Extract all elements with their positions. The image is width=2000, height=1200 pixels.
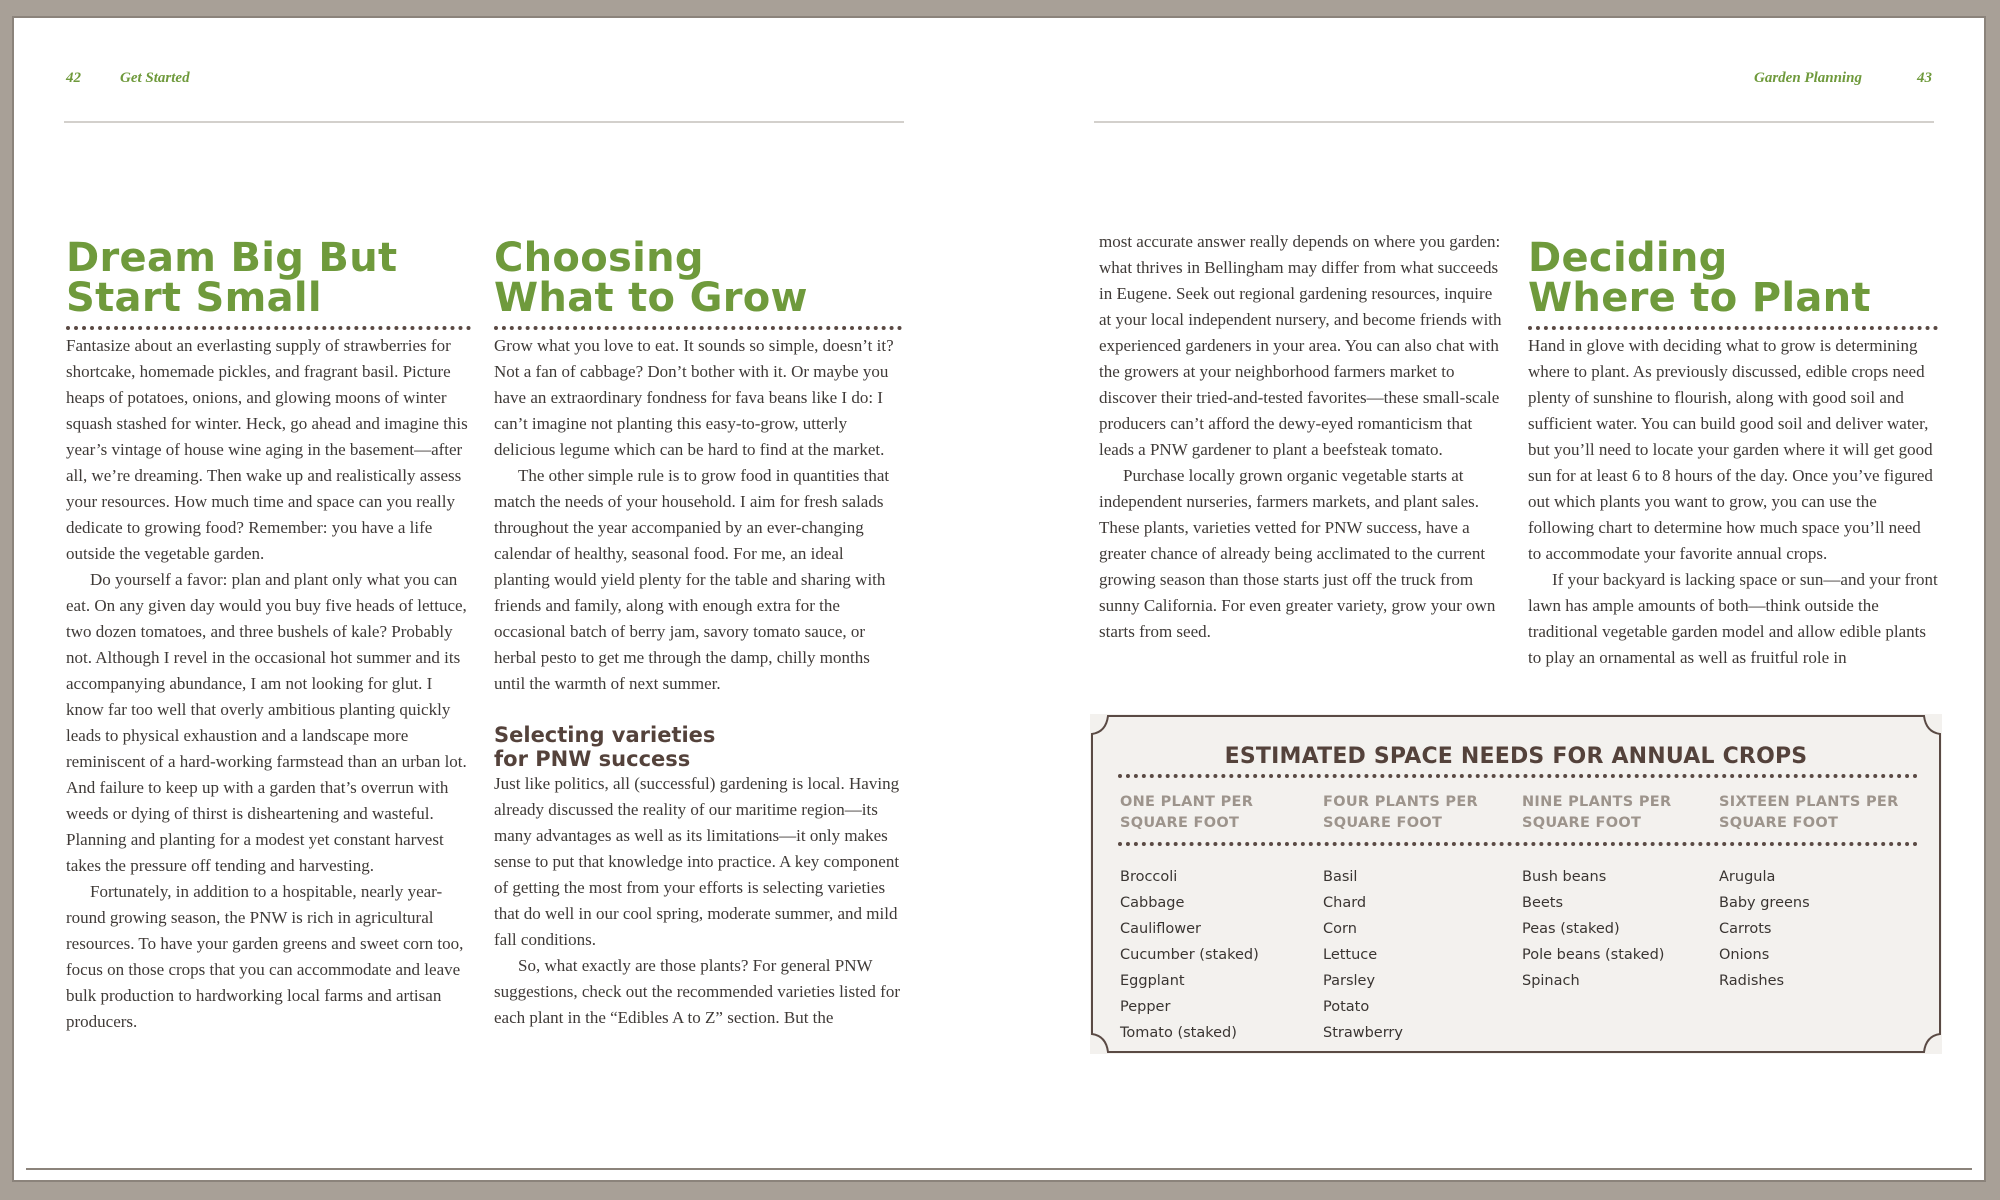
subheading-line: Selecting varieties [494,723,716,747]
crop-item: Cucumber (staked) [1120,947,1259,963]
column-header [1323,792,1513,844]
paragraph: The other simple rule is to grow food in quantities that match the needs of your household. I aim for fresh salads throughout the year accompanied by an ever-changing calendar of healthy, seasonal food. For me, an ideal planting would yield plenty for the table and sharing with friends and family, along with enough extra for the occasional batch of berry jam, savory tomato sauce, or herbal pesto to get me through the damp, chilly months until the warmth of next summer. [494,466,890,693]
dotted-divider [66,326,471,330]
column-header [1120,792,1310,844]
header-line: SQUARE FOOT [1120,815,1240,831]
heading-line: Choosing [494,235,704,281]
paragraph: Hand in glove with deciding what to grow is determining where to plant. As previously discussed, edible crops need plenty of sunshine to flourish, along with good soil and sufficient water. You can build good soil and deliver water, but you’ll need to locate your garden where it will get good sun for at least 6 to 8 hours of the day. Once you’ve figured out which plants you want to grow, you can use the following chart to determine how much space you’ll need to accommodate your favorite annual crops. [1528,336,1933,563]
crop-item: Peas (staked) [1522,921,1620,937]
crop-item: Broccoli [1120,869,1178,885]
crop-item: Cabbage [1120,895,1185,911]
crop-item: Carrots [1719,921,1772,937]
body-text [66,333,471,1035]
crop-item: Cauliflower [1120,921,1202,937]
right-running-head: Garden Planning [1754,70,1862,86]
dotted-divider [494,326,902,330]
subheading-line: for PNW success [494,747,691,771]
crop-list [1323,864,1513,1046]
table-column [1719,792,1929,994]
section-heading [1528,235,1938,321]
section-continued [1099,229,1507,645]
header-line: ONE PLANT PER [1120,794,1254,810]
crop-item: Pole beans (staked) [1522,947,1665,963]
dotted-divider [1528,326,1938,330]
header-line: SQUARE FOOT [1522,815,1642,831]
crop-item: Arugula [1719,869,1776,885]
column-header [1522,792,1712,844]
body-text [1528,333,1938,671]
heading-line: Dream Big But [66,235,398,281]
heading-line: Deciding [1528,235,1728,281]
crop-item: Pepper [1120,999,1171,1015]
paragraph: Fortunately, in addition to a hospitable, nearly year-round growing season, the PNW is rich in agricultural resources. To have your garden greens and sweet corn too, focus on those crops that you can accommodate and leave bulk production to hardworking local farms and artisan producers. [66,882,464,1031]
subheading-selecting [494,723,902,771]
section-heading [494,235,902,321]
crop-item: Radishes [1719,973,1785,989]
crop-list [1719,864,1929,994]
heading-line: Where to Plant [1528,275,1871,321]
right-page-number: 43 [1917,70,1932,86]
crop-item: Baby greens [1719,895,1810,911]
crop-item: Corn [1323,921,1357,937]
paragraph: Fantasize about an everlasting supply of strawberries for shortcake, homemade pickles, and fragrant basil. Picture heaps of potatoes, onions, and glowing moons of winter squash stashed for winter. Heck, go ahead and imagine this year’s vintage of house wine aging in the basement—after all, we’re dreaming. Then wake up and realistically assess your resources. How much time and space can you really dedicate to growing food? Remember: you have a life outside the vegetable garden. [66,336,468,563]
paragraph: Just like politics, all (successful) gardening is local. Having already discussed the reality of our maritime region—its many advantages as well as its limitations—it only makes sense to put that knowledge into practice. A key component of getting the most from your efforts is selecting varieties that do well in our cool spring, moderate summer, and mild fall conditions. [494,774,900,949]
crop-item: Basil [1323,869,1358,885]
crop-list [1120,864,1310,1046]
header-line: NINE PLANTS PER [1522,794,1672,810]
space-needs-table [1090,714,1942,1054]
paragraph: So, what exactly are those plants? For general PNW suggestions, check out the recommended varieties listed for each plant in the “Edibles A to Z” section. But the [494,956,900,1027]
left-page-number: 42 [66,70,81,86]
table-column [1323,792,1513,1046]
section-deciding [1528,235,1938,671]
body-text [494,771,902,1031]
section-dream-big [66,235,471,1035]
crop-item: Bush beans [1522,869,1607,885]
right-header-rule [1094,121,1934,123]
left-header-rule [64,121,904,123]
paragraph: Do yourself a favor: plan and plant only what you can eat. On any given day would you buy five heads of lettuce, two dozen tomatoes, and three bushels of kale? Probably not. Although I revel in the occasional hot summer and its accompanying abundance, I am not looking for glut. I know far too well that overly ambitious planting quickly leads to physical exhaustion and a landscape more reminiscent of a hard-working farmstead than an urban lot. And failure to keep up with a garden that’s overrun with weeds or dying of thirst is disheartening and wasteful. Planning and planting for a modest yet constant harvest takes the pressure off tending and harvesting. [66,570,467,875]
header-line: FOUR PLANTS PER [1323,794,1479,810]
left-running-head: Get Started [120,70,190,86]
crop-item: Chard [1323,895,1367,911]
dotted-divider [1118,774,1918,778]
header-line: SIXTEEN PLANTS PER [1719,794,1899,810]
crop-item: Lettuce [1323,947,1378,963]
crop-item: Strawberry [1323,1025,1403,1041]
column-header [1719,792,1929,844]
body-text [1099,229,1507,645]
body-text [494,333,902,697]
crop-item: Onions [1719,947,1770,963]
paragraph: If your backyard is lacking space or sun—and your front lawn has ample amounts of both—think outside the traditional vegetable garden model and allow edible plants to play an ornamental as well as fruitful role in [1528,570,1938,667]
paragraph: Purchase locally grown organic vegetable starts at independent nurseries, farmers markets, and plant sales. These plants, varieties vetted for PNW success, have a greater chance of already being acclimated to the current growing season than those starts just off the truck from sunny California. For even greater variety, grow your own starts from seed. [1099,466,1496,641]
header-line: SQUARE FOOT [1719,815,1839,831]
table-column [1522,792,1712,994]
table-title: ESTIMATED SPACE NEEDS FOR ANNUAL CROPS [1224,744,1808,769]
header-line: SQUARE FOOT [1323,815,1443,831]
crop-item: Beets [1522,895,1564,911]
paragraph: Grow what you love to eat. It sounds so simple, doesn’t it? Not a fan of cabbage? Don’t bother with it. Or maybe you have an extraordinary fondness for fava beans like I do: I can’t imagine not planting this easy-to-grow, utterly delicious legume which can be hard to find at the market. [494,336,894,459]
heading-line: Start Small [66,275,322,321]
crop-item: Spinach [1522,973,1580,989]
section-choosing [494,235,902,1031]
crop-item: Eggplant [1120,973,1185,989]
crop-item: Tomato (staked) [1120,1025,1237,1041]
heading-line: What to Grow [494,275,808,321]
crop-item: Parsley [1323,973,1376,989]
table-column [1120,792,1310,1046]
crop-item: Potato [1323,999,1370,1015]
section-heading [66,235,471,321]
crop-list [1522,864,1712,994]
paragraph: most accurate answer really depends on where you garden: what thrives in Bellingham may differ from what succeeds in Eugene. Seek out regional gardening resources, inquire at your local independent nursery, and become friends with experienced gardeners in your area. You can also chat with the growers at your neighborhood farmers market to discover their tried-and-tested favorites—these small-scale producers can’t afford the dewy-eyed romanticism that leads a PNW gardener to plant a beefsteak tomato. [1099,232,1502,459]
